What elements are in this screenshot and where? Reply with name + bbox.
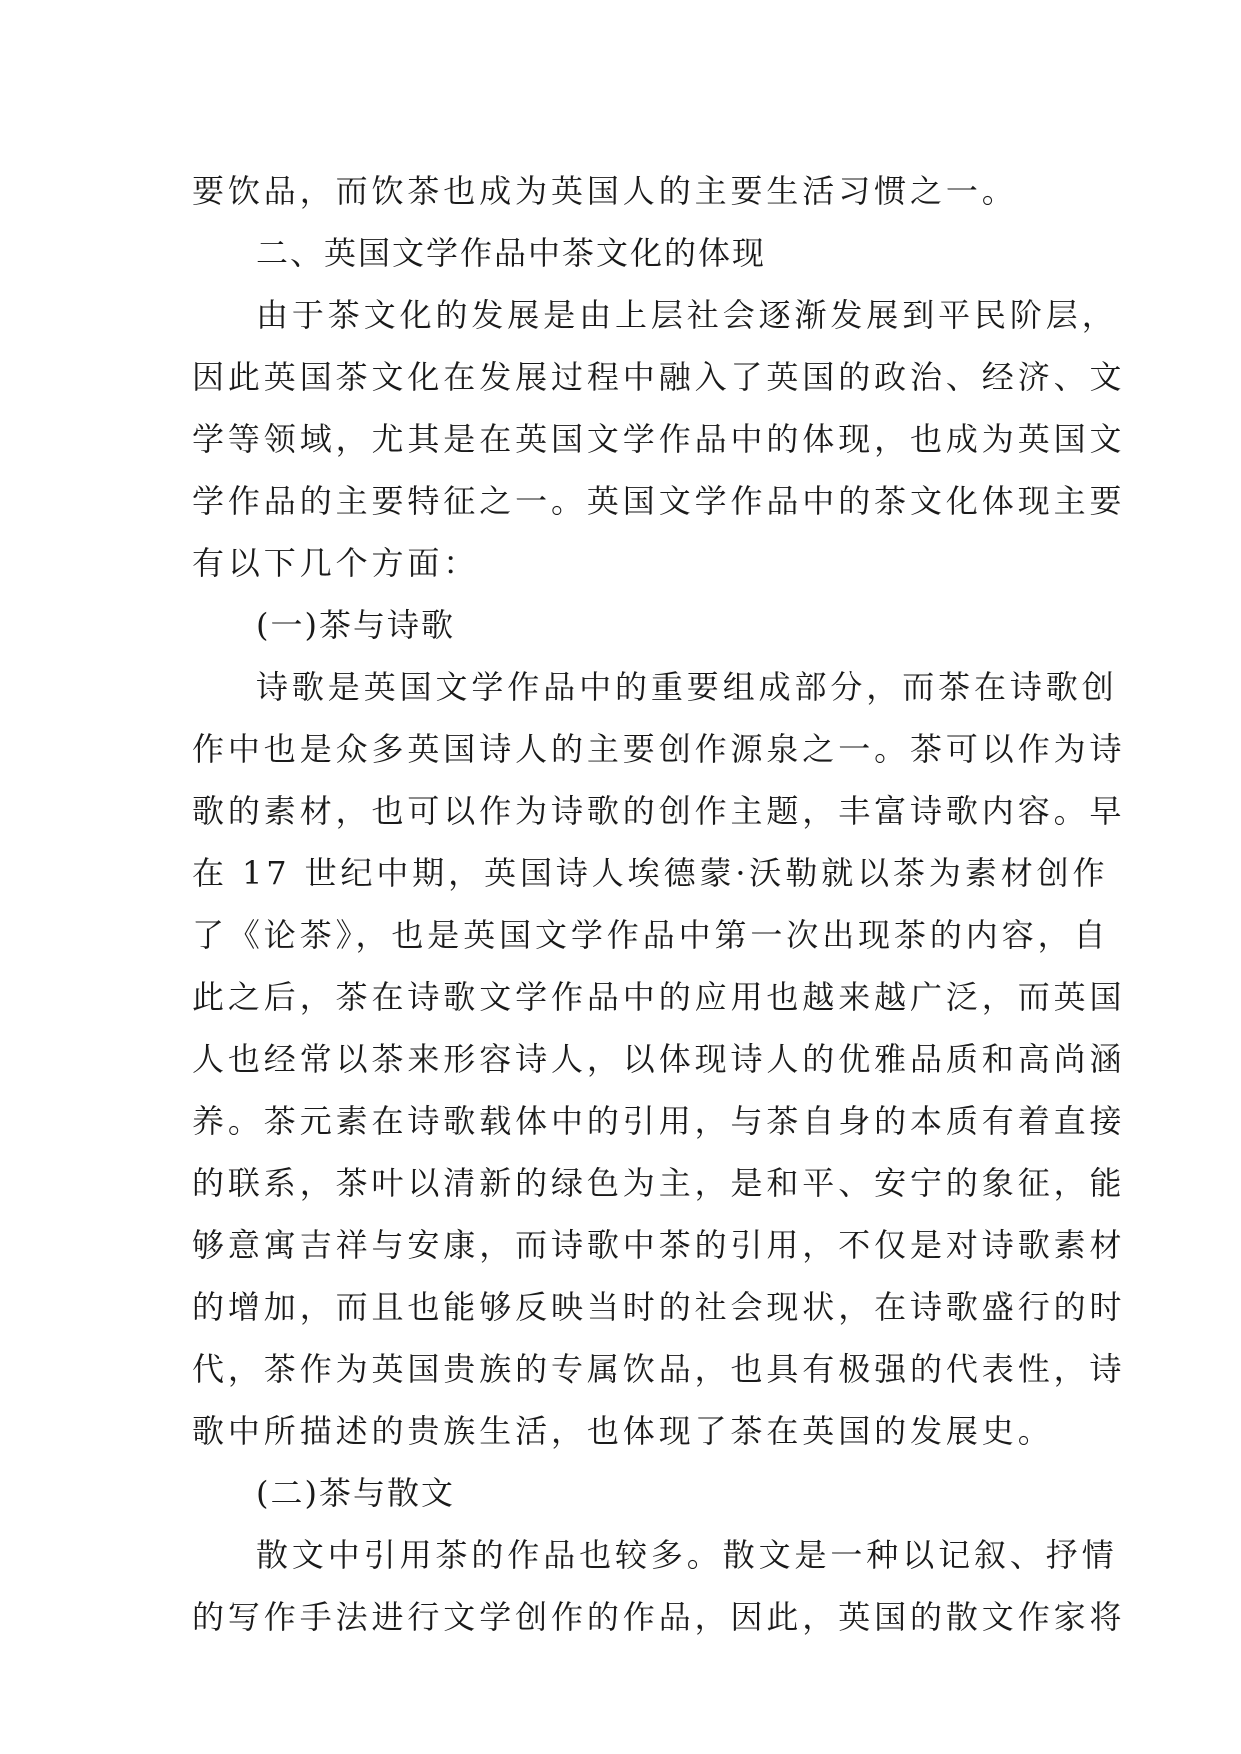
paragraph-line: 的增加，而且也能够反映当时的社会现状，在诗歌盛行的时 [192,1288,1126,1326]
paragraph-line: 要饮品，而饮茶也成为英国人的主要生活习惯之一。 [192,172,1018,210]
paragraph-line: 诗歌是英国文学作品中的重要组成部分，而茶在诗歌创 [256,668,1118,706]
paragraph-line: 的联系，茶叶以清新的绿色为主，是和平、安宁的象征，能 [192,1164,1126,1202]
paragraph-line: 因此英国茶文化在发展过程中融入了英国的政治、经济、文 [192,358,1126,396]
paragraph-line: 养。茶元素在诗歌载体中的引用，与茶自身的本质有着直接 [192,1102,1126,1140]
subsection-heading: (一)茶与诗歌 [256,606,455,644]
paragraph-line: 在 17 世纪中期，英国诗人埃德蒙·沃勒就以茶为素材创作 [192,854,1109,892]
subsection-heading: (二)茶与散文 [256,1474,455,1512]
paragraph-line: 作中也是众多英国诗人的主要创作源泉之一。茶可以作为诗 [192,730,1126,768]
paragraph-line: 学作品的主要特征之一。英国文学作品中的茶文化体现主要 [192,482,1126,520]
section-heading: 二、英国文学作品中茶文化的体现 [256,234,767,272]
paragraph-line: 由于茶文化的发展是由上层社会逐渐发展到平民阶层， [256,296,1118,334]
body-text [192,160,1126,1648]
paragraph-line: 此之后，茶在诗歌文学作品中的应用也越来越广泛，而英国 [192,978,1126,1016]
paragraph-line: 学等领域，尤其是在英国文学作品中的体现，也成为英国文 [192,420,1126,458]
paragraph-line: 的写作手法进行文学创作的作品，因此，英国的散文作家将 [192,1598,1126,1636]
paragraph-line: 了《论茶》，也是英国文学作品中第一次出现茶的内容，自 [192,916,1110,954]
paragraph-line: 人也经常以茶来形容诗人，以体现诗人的优雅品质和高尚涵 [192,1040,1126,1078]
paragraph-line: 够意寓吉祥与安康，而诗歌中茶的引用，不仅是对诗歌素材 [192,1226,1126,1264]
paragraph-line: 代，茶作为英国贵族的专属饮品，也具有极强的代表性，诗 [192,1350,1126,1388]
paragraph-line: 歌的素材，也可以作为诗歌的创作主题，丰富诗歌内容。早 [192,792,1126,830]
paragraph-line: 有以下几个方面： [192,544,480,582]
paragraph-line: 歌中所描述的贵族生活，也体现了茶在英国的发展史。 [192,1412,1054,1450]
paragraph-line: 散文中引用茶的作品也较多。散文是一种以记叙、抒情 [256,1536,1118,1574]
